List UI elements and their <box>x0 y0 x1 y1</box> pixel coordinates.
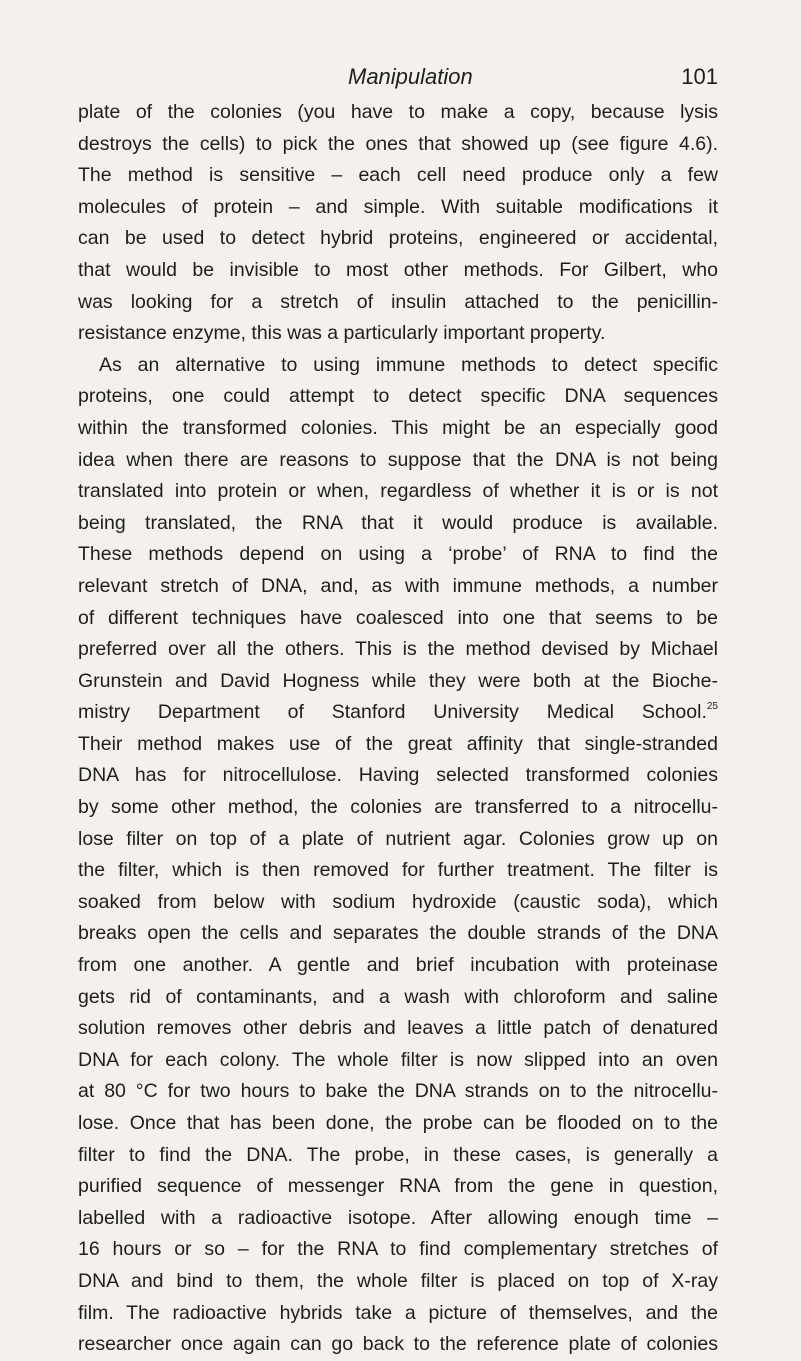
page-number: 101 <box>681 64 718 89</box>
text-line: Their method makes use of the great affinity that single-stranded <box>78 732 718 755</box>
running-header <box>78 64 718 94</box>
text-line: was looking for a stretch of insulin attached to the penicillin- <box>78 290 718 313</box>
text-line: labelled with a radioactive isotope. After allowing enough time – <box>78 1206 718 1229</box>
text-line: can be used to detect hybrid proteins, engineered or accidental, <box>78 227 718 250</box>
text-line-with-footnote <box>78 697 718 729</box>
text-line: lose. Once that has been done, the probe can be flooded on to the <box>78 1112 718 1134</box>
text-line: being translated, the RNA that it would produce is available. <box>78 511 718 534</box>
text-line: the filter, which is then removed for further treatment. The filter is <box>78 859 718 882</box>
text-line: idea when there are reasons to suppose that the DNA is not being <box>78 448 718 471</box>
text-line: destroys the cells) to pick the ones that showed up (see figure 4.6). <box>78 132 718 155</box>
text-line: film. The radioactive hybrids take a picture of themselves, and the <box>78 1301 718 1324</box>
text-line: As an alternative to using immune methods to detect specific <box>99 353 718 376</box>
text-line: DNA and bind to them, the whole filter is placed on top of X-ray <box>78 1269 718 1292</box>
text-line: molecules of protein – and simple. With suitable modifications it <box>78 195 718 218</box>
text-line: relevant stretch of DNA, and, as with immune methods, a number <box>78 574 718 597</box>
text-line: purified sequence of messenger RNA from the gene in question, <box>78 1175 718 1198</box>
text-line: 16 hours or so – for the RNA to find complementary stretches of <box>78 1238 718 1261</box>
text-line: soaked from below with sodium hydroxide (caustic soda), which <box>78 890 718 913</box>
text-line: Grunstein and David Hogness while they were both at the Bioche- <box>78 669 718 692</box>
text-line: breaks open the cells and separates the double strands of the DNA <box>78 922 718 945</box>
text-line: mistry Department of Stanford University Medical School. <box>78 701 707 724</box>
text-line: solution removes other debris and leaves a little patch of denatured <box>78 1017 718 1040</box>
text-line: proteins, one could attempt to detect specific DNA sequences <box>78 385 718 408</box>
text-line: The method is sensitive – each cell need produce only a few <box>78 164 718 187</box>
text-line: by some other method, the colonies are transferred to a nitrocellu- <box>78 796 718 819</box>
text-line: at 80 °C for two hours to bake the DNA strands on to the nitrocellu- <box>78 1080 718 1103</box>
text-line: researcher once again can go back to the reference plate of colonies <box>78 1333 718 1356</box>
text-line: resistance enzyme, this was a particularly important property. <box>78 322 606 345</box>
paragraph-2 <box>78 350 718 1361</box>
text-line: translated into protein or when, regardless of whether it is or is not <box>78 480 718 503</box>
text-line: plate of the colonies (you have to make a copy, because lysis <box>78 101 718 123</box>
paragraph-1 <box>78 97 718 350</box>
text-line: DNA has for nitrocellulose. Having selected transformed colonies <box>78 764 718 787</box>
text-line: filter to find the DNA. The probe, in these cases, is generally a <box>78 1143 718 1166</box>
text-line: gets rid of contaminants, and a wash with chloroform and saline <box>78 985 718 1008</box>
footnote-reference: 25 <box>706 701 718 713</box>
text-line: from one another. A gentle and brief incubation with proteinase <box>78 954 718 977</box>
text-line: These methods depend on using a ‘probe’ of RNA to find the <box>78 543 718 566</box>
text-line: of different techniques have coalesced into one that seems to be <box>78 606 718 629</box>
text-line: that would be invisible to most other methods. For Gilbert, who <box>78 258 718 281</box>
text-line: DNA for each colony. The whole filter is now slipped into an oven <box>78 1048 718 1071</box>
body-text <box>78 97 718 1361</box>
text-line: within the transformed colonies. This might be an especially good <box>78 416 718 439</box>
text-line: preferred over all the others. This is the method devised by Michael <box>78 638 718 661</box>
running-title: Manipulation <box>348 64 473 89</box>
text-line: lose filter on top of a plate of nutrient agar. Colonies grow up on <box>78 827 718 850</box>
